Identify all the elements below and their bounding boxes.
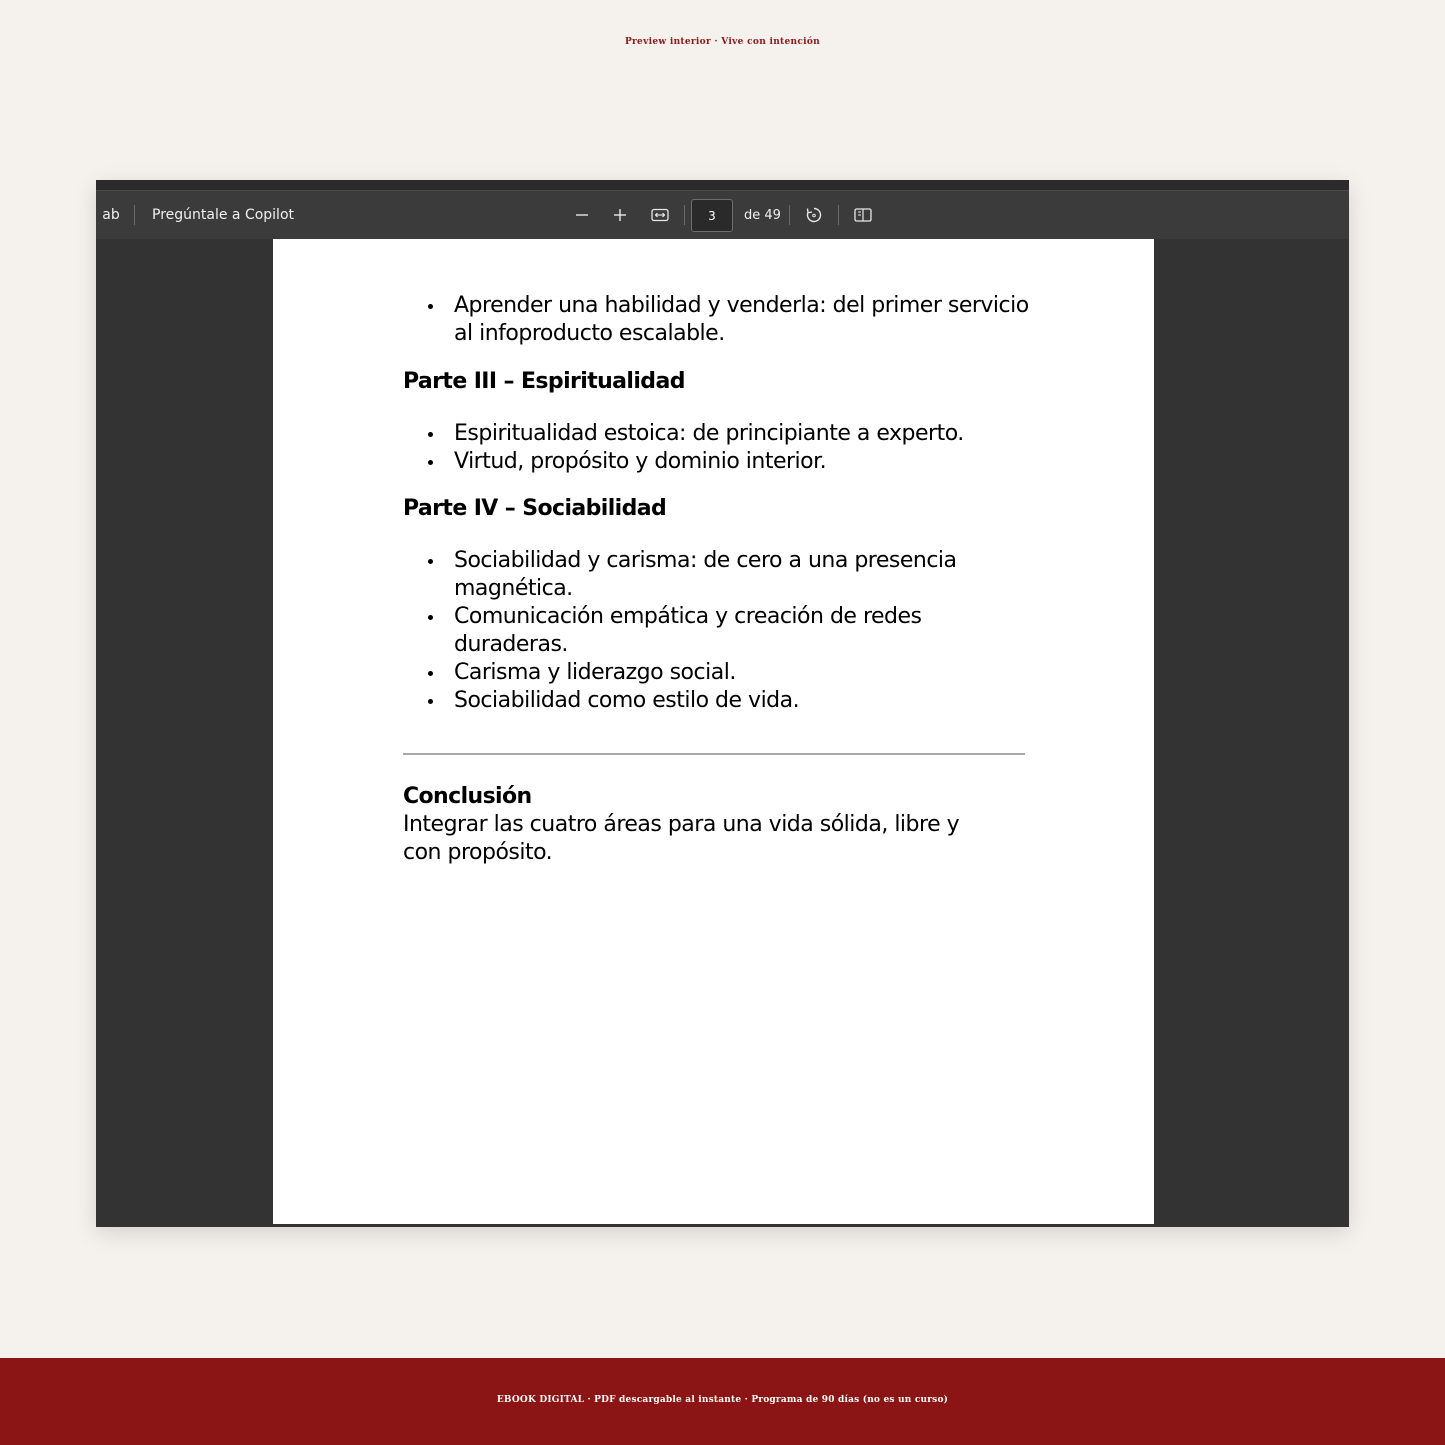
bullet-dot (428, 559, 433, 564)
top-caption: Preview interior · Vive con intención (624, 37, 821, 47)
list-item-text: Virtud, propósito y dominio interior. (454, 449, 827, 474)
two-page-view-icon[interactable] (851, 203, 875, 227)
ask-copilot-button[interactable] (152, 203, 294, 227)
section-heading-part-4: Parte IV – Sociabilidad (403, 496, 667, 521)
ask-copilot-label: Pregúntale a Copilot (152, 207, 295, 223)
bullet-dot (428, 304, 433, 309)
pdf-viewer-screenshot (96, 180, 1349, 1227)
conclusion-heading: Conclusión (403, 784, 532, 809)
bullet-dot (428, 699, 433, 704)
intro-bullet-list (403, 292, 1033, 348)
toolbar-divider (789, 205, 790, 225)
pdf-toolbar (96, 191, 1349, 239)
page-content (403, 239, 1033, 867)
page-number-input[interactable]: 3 (691, 199, 733, 232)
bullet-dot (428, 615, 433, 620)
fit-width-icon[interactable] (648, 203, 672, 227)
list-item (403, 659, 1033, 687)
footer-text: EBOOK DIGITAL · PDF descargable al instante · Programa de 90 días (no es un curso) (496, 1395, 949, 1405)
bullet-dot (428, 432, 433, 437)
translate-icon[interactable] (98, 203, 124, 227)
list-item-text: Comunicación empática y creación de redes duraderas. (454, 604, 922, 657)
toolbar-divider (684, 205, 685, 225)
list-item (403, 448, 1033, 476)
list-item (403, 603, 1033, 659)
list-item (403, 687, 1033, 715)
part-4-bullet-list (403, 547, 1033, 715)
conclusion-text: Integrar las cuatro áreas para una vida sólida, libre y con propósito. (403, 812, 960, 865)
bullet-dot (428, 460, 433, 465)
list-item-text: Sociabilidad y carisma: de cero a una presencia magnética. (454, 548, 957, 601)
toolbar-divider (838, 205, 839, 225)
pdf-page (273, 239, 1154, 1224)
list-item (403, 292, 1033, 348)
bullet-dot (428, 671, 433, 676)
list-item-text: Aprender una habilidad y venderla: del primer servicio al infoproducto escalable. (454, 293, 1029, 346)
list-item-text: Carisma y liderazgo social. (454, 660, 736, 685)
toolbar-divider (134, 205, 135, 225)
section-heading-part-3: Parte III – Espiritualidad (403, 369, 685, 394)
part-3-bullet-list (403, 420, 1033, 476)
list-item (403, 547, 1033, 603)
list-item (403, 420, 1033, 448)
translate-icon-text: ab (102, 207, 120, 223)
horizontal-rule (403, 753, 1025, 755)
window-top-strip (96, 180, 1349, 191)
list-item-text: Espiritualidad estoica: de principiante a experto. (454, 421, 964, 446)
footer-band (0, 1358, 1445, 1445)
page-total-label: de 49 (744, 207, 781, 223)
zoom-out-icon[interactable] (570, 203, 594, 227)
list-item-text: Sociabilidad como estilo de vida. (454, 688, 800, 713)
zoom-in-icon[interactable] (608, 203, 632, 227)
rotate-icon[interactable] (802, 203, 826, 227)
